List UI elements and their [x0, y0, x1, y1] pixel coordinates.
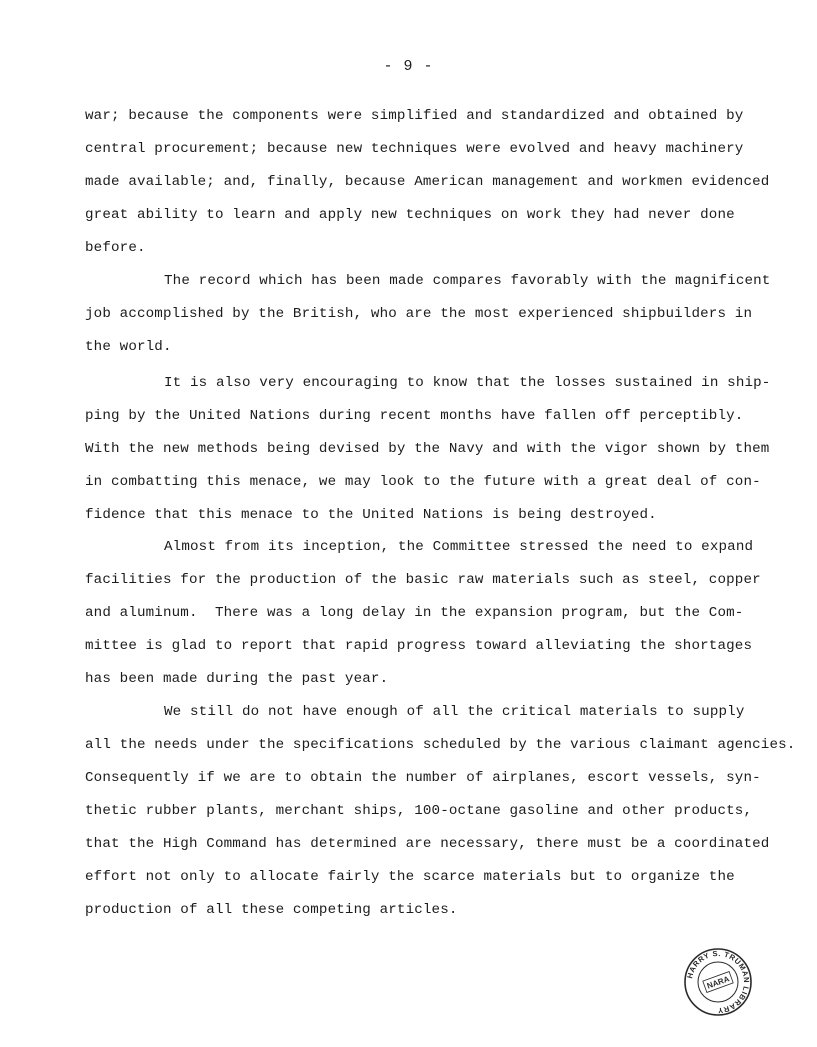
text-line: has been made during the past year.: [85, 671, 389, 687]
text-line: all the needs under the specifications scheduled by the various claimant agencies.: [85, 737, 796, 753]
text-line: job accomplished by the British, who are the most experienced shipbuilders in: [85, 306, 753, 322]
text-line: facilities for the production of the basic raw materials such as steel, copper: [85, 572, 761, 588]
text-line: thetic rubber plants, merchant ships, 100-octane gasoline and other products,: [85, 803, 753, 819]
text-line: mittee is glad to report that rapid progress toward alleviating the shortages: [85, 638, 753, 654]
text-line: and aluminum. There was a long delay in the expansion program, but the Com-: [85, 605, 744, 621]
svg-text:HARRY S. TRUMAN LIBRARY: HARRY S. TRUMAN LIBRARY: [685, 948, 752, 1016]
text-line: the world.: [85, 339, 172, 355]
text-line: in combatting this menace, we may look to the future with a great deal of con-: [85, 474, 761, 490]
svg-text:NARA: NARA: [705, 974, 731, 991]
text-line: production of all these competing articles.: [85, 902, 458, 918]
text-line: war; because the components were simplified and standardized and obtained by: [85, 108, 744, 124]
paragraph-start-line: Almost from its inception, the Committee stressed the need to expand: [164, 539, 754, 555]
text-line: Consequently if we are to obtain the number of airplanes, escort vessels, syn-: [85, 770, 761, 786]
text-line: fidence that this menace to the United Nations is being destroyed.: [85, 507, 657, 523]
text-line: With the new methods being devised by the Navy and with the vigor shown by them: [85, 441, 770, 457]
library-seal-stamp: [683, 947, 753, 1017]
text-line: effort not only to allocate fairly the scarce materials but to organize the: [85, 869, 735, 885]
text-line: ping by the United Nations during recent months have fallen off perceptibly.: [85, 408, 744, 424]
paragraph-start-line: The record which has been made compares favorably with the magnificent: [164, 273, 771, 289]
text-line: before.: [85, 240, 146, 256]
text-line: central procurement; because new techniques were evolved and heavy machinery: [85, 141, 744, 157]
paragraph-start-line: It is also very encouraging to know that the losses sustained in ship-: [164, 375, 771, 391]
text-line: that the High Command has determined are necessary, there must be a coordinated: [85, 836, 770, 852]
text-line: made available; and, finally, because American management and workmen evidenced: [85, 174, 770, 190]
text-line: great ability to learn and apply new techniques on work they had never done: [85, 207, 735, 223]
paragraph-start-line: We still do not have enough of all the critical materials to supply: [164, 704, 745, 720]
page-number: - 9 -: [383, 58, 434, 75]
